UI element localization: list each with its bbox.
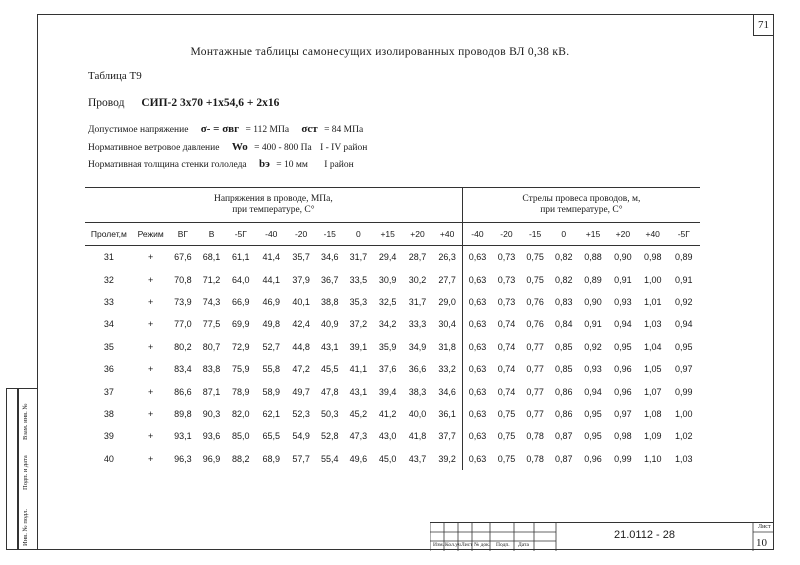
table-cell: 0,96 (614, 364, 632, 375)
table-cell: 35 (103, 341, 114, 352)
table-cell: 78,9 (232, 386, 250, 397)
table-cell: 0,91 (675, 274, 693, 285)
column-header: +40 (432, 223, 462, 246)
table-cell: 0,87 (555, 453, 573, 464)
table-cell: 34 (103, 319, 114, 330)
side-stamp-replace: Взам. инв. № (22, 403, 29, 440)
column-header: -5Г (668, 223, 700, 246)
table-row (85, 291, 700, 313)
table-cell: 0,77 (526, 341, 544, 352)
table-cell: 38,8 (321, 296, 339, 307)
table-cell: 37,7 (438, 431, 456, 442)
table-cell: 0,76 (526, 319, 544, 330)
table-row (85, 246, 700, 269)
table-cell: 38 (103, 408, 114, 419)
table-cell: 31 (103, 252, 114, 263)
table-cell: 37,9 (292, 274, 310, 285)
table-cell: 0,85 (555, 364, 573, 375)
table-cell: + (148, 386, 154, 397)
table-cell: 74,3 (202, 296, 221, 307)
table-cell: 0,86 (555, 408, 573, 419)
table-cell: 0,75 (497, 408, 516, 419)
table-cell: 55,8 (262, 364, 281, 375)
table-cell: 0,94 (614, 319, 632, 330)
table-cell: 0,95 (614, 341, 632, 352)
column-header: -15 (315, 223, 344, 246)
table-cell: 1,09 (643, 431, 662, 442)
table-cell: 0,74 (497, 386, 516, 397)
table-cell: 1,07 (643, 386, 662, 397)
table-cell: 0,73 (497, 296, 516, 307)
table-cell: 0,93 (584, 364, 602, 375)
table-cell: 43,0 (378, 431, 397, 442)
column-header: -20 (492, 223, 521, 246)
table-cell: 1,05 (643, 364, 662, 375)
table-cell: 49,8 (262, 319, 281, 330)
table-cell: 88,2 (232, 453, 250, 464)
table-cell: 35,9 (378, 341, 397, 352)
table-cell: 31,7 (408, 296, 427, 307)
table-cell: 0,78 (526, 453, 544, 464)
table-cell: 39,2 (438, 453, 456, 464)
table-label: Таблица Т9 (88, 70, 142, 82)
column-header: +20 (403, 223, 433, 246)
table-cell: 1,03 (643, 319, 662, 330)
column-header: 0 (344, 223, 373, 246)
column-header: ВГ (169, 223, 198, 246)
table-cell: 0,98 (643, 252, 662, 263)
table-cell: 47,3 (349, 431, 368, 442)
table-cell: 0,74 (497, 364, 516, 375)
table-cell: 41,8 (408, 431, 427, 442)
table-cell: 0,73 (497, 274, 516, 285)
document-code: 21.0112 - 28 (614, 529, 675, 541)
param-wind-pressure: Нормативное ветровое давление Wo = 400 - 800 Па I - IV район (88, 141, 368, 153)
table-cell: 0,91 (614, 274, 632, 285)
param-allowed-stress: Допустимое напряжение σ- = σвг = 112 МПа σст = 84 МПа (88, 123, 364, 135)
table-cell: 41,2 (378, 408, 397, 419)
table-cell: 0,97 (614, 408, 632, 419)
table-cell: 36 (103, 364, 114, 375)
table-cell: 39,1 (349, 341, 368, 352)
table-row (85, 336, 700, 358)
table-cell: 49,6 (349, 453, 368, 464)
table-cell: 1,10 (643, 453, 662, 464)
table-cell: 33,3 (408, 319, 427, 330)
table-cell: 82,0 (232, 408, 250, 419)
column-header: -40 (462, 223, 492, 246)
table-cell: 26,3 (438, 252, 456, 263)
table-cell: 36,1 (438, 408, 456, 419)
table-cell: + (148, 296, 154, 307)
column-header: Режим (133, 223, 169, 246)
table-cell: 0,76 (526, 296, 544, 307)
table-cell: 29,4 (378, 252, 397, 263)
table-cell: 0,90 (614, 252, 632, 263)
table-cell: 0,74 (497, 341, 516, 352)
table-cell: 0,75 (497, 453, 516, 464)
table-cell: 45,2 (349, 408, 368, 419)
table-cell: 37,2 (349, 319, 368, 330)
table-cell: 1,00 (643, 274, 662, 285)
table-cell: 43,1 (321, 341, 339, 352)
table-row (85, 425, 700, 447)
column-header: +15 (373, 223, 403, 246)
table-cell: 35,3 (349, 296, 368, 307)
sheet-number: 10 (756, 537, 767, 549)
column-header: -5Г (226, 223, 256, 246)
column-header: -15 (521, 223, 550, 246)
table-cell: 40 (103, 453, 114, 464)
side-stamp-inventory: Инв. № подл. (22, 508, 29, 546)
table-cell: 55,4 (321, 453, 339, 464)
table-cell: 71,2 (202, 274, 221, 285)
table-cell: 0,88 (584, 252, 602, 263)
stress-group-title: Напряжения в проводе, МПа, при температуре, С° (214, 194, 333, 215)
table-cell: 0,91 (584, 319, 602, 330)
wire-line (88, 97, 279, 109)
column-header: Пролет,м (85, 223, 133, 246)
table-cell: 0,85 (555, 341, 573, 352)
table-cell: 36,6 (408, 364, 427, 375)
table-cell: 0,95 (584, 408, 602, 419)
table-cell: 80,2 (174, 341, 192, 352)
table-cell: 0,93 (614, 296, 632, 307)
table-cell: + (148, 431, 154, 442)
table-cell: 0,98 (614, 431, 632, 442)
table-cell: 0,92 (584, 341, 602, 352)
table-cell: 0,95 (675, 341, 693, 352)
table-cell: 1,02 (675, 431, 693, 442)
table-cell: 87,1 (202, 386, 221, 397)
table-cell: 37 (103, 386, 114, 397)
table-cell: 0,74 (497, 319, 516, 330)
table-cell: 33,5 (349, 274, 368, 285)
table-cell: 69,9 (232, 319, 250, 330)
table-cell: 0,83 (555, 296, 573, 307)
table-cell: 1,01 (643, 296, 662, 307)
table-row (85, 403, 700, 425)
side-stamp-inner (6, 388, 18, 550)
table-cell: 0,86 (555, 386, 573, 397)
table-cell: 80,7 (202, 341, 221, 352)
table-cell: + (148, 364, 154, 375)
table-cell: 1,04 (643, 341, 662, 352)
column-header: 0 (549, 223, 578, 246)
table-cell: 36,7 (321, 274, 339, 285)
column-header: +40 (638, 223, 668, 246)
table-cell: 0,99 (614, 453, 632, 464)
table-cell: 83,4 (174, 364, 192, 375)
sag-group-header (462, 188, 700, 223)
table-cell: 52,3 (292, 408, 310, 419)
table-cell: 0,75 (526, 252, 544, 263)
table-cell: 93,1 (174, 431, 192, 442)
table-cell: 32 (103, 274, 114, 285)
table-cell: 0,94 (675, 319, 693, 330)
table-cell: 73,9 (174, 296, 192, 307)
table-cell: 40,0 (408, 408, 427, 419)
table-cell: 31,7 (349, 252, 368, 263)
side-stamp-sign: Подп. и дата (22, 455, 29, 490)
table-cell: 68,9 (262, 453, 281, 464)
table-cell: 0,63 (462, 358, 492, 380)
table-cell: 64,0 (232, 274, 250, 285)
table-cell: 0,99 (675, 386, 693, 397)
table-cell: 41,1 (349, 364, 368, 375)
table-cell: 0,63 (462, 291, 492, 313)
table-cell: 0,63 (462, 313, 492, 335)
table-cell: 0,63 (462, 403, 492, 425)
table-cell: 33,2 (438, 364, 456, 375)
table-cell: 0,75 (526, 274, 544, 285)
table-cell: 33 (103, 296, 114, 307)
table-cell: + (148, 341, 154, 352)
table-cell: 0,82 (555, 252, 573, 263)
table-cell: 0,63 (462, 246, 492, 269)
table-cell: 0,63 (462, 380, 492, 402)
table-cell: 34,6 (438, 386, 456, 397)
table-row (85, 358, 700, 380)
sheet-label: Лист (758, 524, 771, 530)
table-cell: 27,7 (438, 274, 456, 285)
table-cell: 40,9 (321, 319, 339, 330)
table-cell: 89,8 (174, 408, 192, 419)
column-header: +15 (578, 223, 608, 246)
table-cell: 39,4 (378, 386, 397, 397)
table-cell: 0,92 (675, 296, 693, 307)
table-cell: 54,9 (292, 431, 310, 442)
table-cell: 45,5 (321, 364, 339, 375)
table-cell: + (148, 319, 154, 330)
table-cell: 1,00 (675, 408, 693, 419)
table-cell: 0,77 (526, 408, 544, 419)
table-cell: 65,5 (262, 431, 281, 442)
table-row (85, 268, 700, 290)
table-cell: 66,9 (232, 296, 250, 307)
table-cell: 0,73 (497, 252, 516, 263)
table-cell: 0,96 (614, 386, 632, 397)
table-cell: 34,6 (321, 252, 339, 263)
table-cell: 47,2 (292, 364, 310, 375)
table-cell: 61,1 (232, 252, 250, 263)
table-cell: 96,3 (174, 453, 192, 464)
table-cell: 35,7 (292, 252, 310, 263)
table-cell: + (148, 252, 154, 263)
table-cell: 0,90 (584, 296, 602, 307)
table-cell: 47,8 (321, 386, 339, 397)
table-cell: 0,89 (675, 252, 693, 263)
table-cell: 0,82 (555, 274, 573, 285)
table-cell: 49,7 (292, 386, 310, 397)
table-cell: 43,1 (349, 386, 368, 397)
table-cell: 37,6 (378, 364, 397, 375)
table-cell: 30,2 (408, 274, 427, 285)
table-cell: 0,94 (584, 386, 602, 397)
table-cell: 0,87 (555, 431, 573, 442)
param-ice-thickness: Нормативная толщина стенки гололеда bэ = 10 мм I район (88, 158, 354, 170)
table-cell: 68,1 (202, 252, 221, 263)
table-cell: 0,75 (497, 431, 516, 442)
table-cell: 62,1 (262, 408, 281, 419)
table-cell: 44,1 (262, 274, 281, 285)
table-cell: 40,1 (292, 296, 310, 307)
table-cell: 0,78 (526, 431, 544, 442)
table-cell: 96,9 (202, 453, 221, 464)
table-cell: 86,6 (174, 386, 192, 397)
table-cell: + (148, 274, 154, 285)
table-cell: 34,9 (408, 341, 427, 352)
stress-group-header (85, 188, 462, 223)
table-cell: 85,0 (232, 431, 250, 442)
table-cell: 50,3 (321, 408, 339, 419)
table-row (85, 448, 700, 470)
table-cell: 45,0 (378, 453, 397, 464)
table-cell: 46,9 (262, 296, 281, 307)
table-cell: 57,7 (292, 453, 310, 464)
column-header: В (197, 223, 226, 246)
table-cell: 1,03 (675, 453, 693, 464)
column-header: -20 (287, 223, 316, 246)
table-cell: 58,9 (262, 386, 281, 397)
table-cell: 77,0 (174, 319, 192, 330)
table-cell: 34,2 (378, 319, 397, 330)
table-cell: 0,63 (462, 425, 492, 447)
table-cell: 0,84 (555, 319, 573, 330)
table-cell: 75,9 (232, 364, 250, 375)
table-cell: 31,8 (438, 341, 456, 352)
table-cell: 90,3 (202, 408, 221, 419)
table-cell: 42,4 (292, 319, 310, 330)
table-cell: 38,3 (408, 386, 427, 397)
wire-type: СИП-2 3x70 +1x54,6 + 2x16 (141, 97, 280, 109)
sag-group-title: Стрелы провеса проводов, м, при температуре, С° (522, 194, 641, 215)
table-cell: 0,89 (584, 274, 602, 285)
title-block: Изм. Кол.уч Лист № док. Подп. Дата 21.0112 - 28 Лист 10 (430, 522, 774, 551)
table-cell: 52,7 (262, 341, 281, 352)
table-cell: 30,4 (438, 319, 456, 330)
table-cell: + (148, 408, 154, 419)
table-cell: 70,8 (174, 274, 192, 285)
column-header: +20 (608, 223, 638, 246)
table-cell: 0,63 (462, 336, 492, 358)
table-cell: 0,77 (526, 386, 544, 397)
table-cell: 29,0 (438, 296, 456, 307)
table-cell: 39 (103, 431, 114, 442)
table-cell: 44,8 (292, 341, 310, 352)
table-cell: 28,7 (408, 252, 427, 263)
table-cell: 0,63 (462, 448, 492, 470)
table-cell: 0,97 (675, 364, 693, 375)
sag-tension-table (85, 187, 700, 470)
table-cell: 83,8 (202, 364, 221, 375)
table-cell: 0,96 (584, 453, 602, 464)
table-cell: 93,6 (202, 431, 221, 442)
table-cell: 43,7 (408, 453, 427, 464)
table-cell: 30,9 (378, 274, 397, 285)
column-header: -40 (256, 223, 287, 246)
table-cell: 0,63 (462, 268, 492, 290)
table-cell: 1,08 (643, 408, 662, 419)
table-row (85, 313, 700, 335)
table-cell: 41,4 (262, 252, 281, 263)
page-number: 71 (753, 14, 774, 36)
table-cell: 67,6 (174, 252, 192, 263)
table-row (85, 380, 700, 402)
table-cell: 0,95 (584, 431, 602, 442)
table-cell: 72,9 (232, 341, 250, 352)
table-cell: 52,8 (321, 431, 339, 442)
wire-label: Провод (88, 97, 125, 109)
table-cell: 0,77 (526, 364, 544, 375)
table-cell: 32,5 (378, 296, 397, 307)
table-cell: + (148, 453, 154, 464)
table-cell: 77,5 (202, 319, 221, 330)
document-title: Монтажные таблицы самонесущих изолированных проводов ВЛ 0,38 кВ. (190, 46, 570, 58)
